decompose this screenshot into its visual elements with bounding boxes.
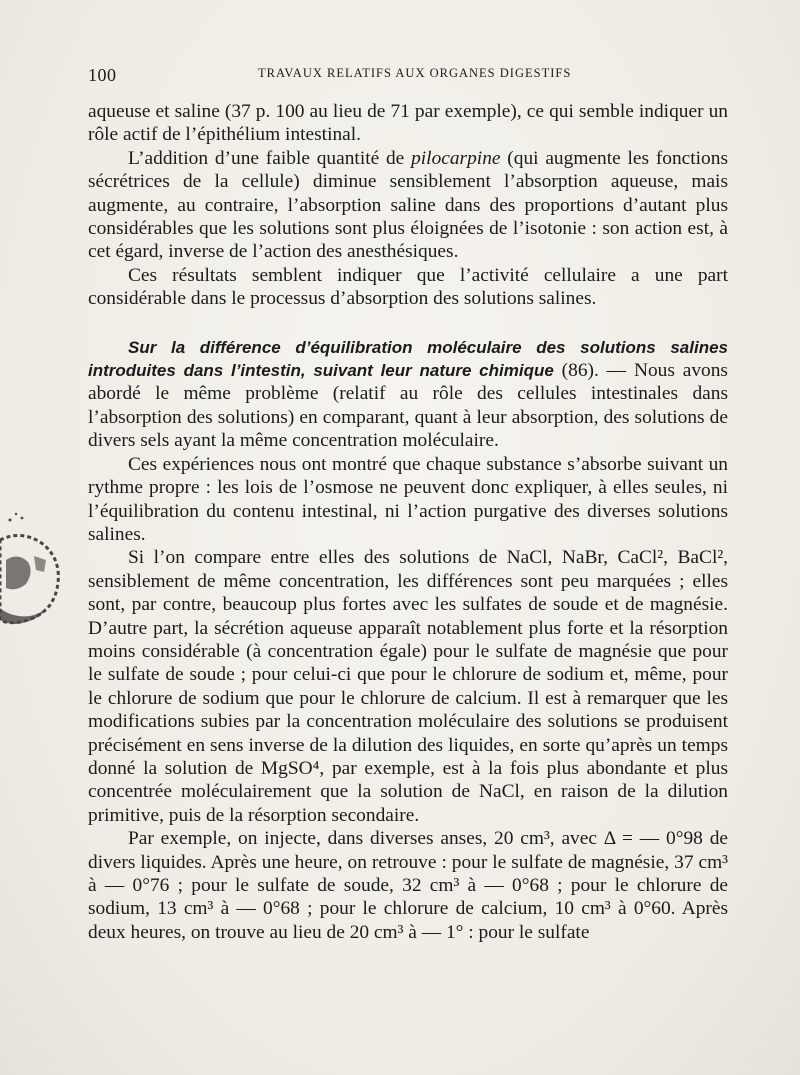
paragraph-3: Ces résultats semblent indiquer que l’activité cellulaire a une part considérable dans le processus d’absorption des solutions salines. (88, 264, 728, 310)
pilocarpine-term: pilocarpine (411, 147, 501, 169)
section-text: Nous avons abordé le même problème (relatif au rôle des cellules intestinales dans l’absorption des solutions) en comparant, quant à leur absorption, des solutions de divers sels ayant la même concentration moléculaire. (88, 360, 728, 452)
page-number: 100 (88, 65, 117, 85)
p2-text-a: L’addition d’une faible quantité de (128, 147, 412, 169)
paragraph-1: aqueuse et saline (37 p. 100 au lieu de 71 par exemple), ce qui semble indiquer un rôle actif de l’épithélium intestinal. (88, 101, 728, 146)
section-reference: (86). — (553, 360, 634, 382)
page-body (88, 100, 728, 944)
p2-text-b: (qui augmente les fonctions sécrétrices de la cellule) diminue sensiblement l’absorption aqueuse, mais augmente, au contraire, l’absorption saline dans des proportions d’autant plus considérables que les solutions sont plus éloignées de l’isotonie : son action est, à cet égard, inverse de l’action des anesthésiques. (88, 147, 728, 263)
section-paragraph (88, 336, 728, 453)
paragraph-2 (88, 147, 728, 264)
paragraph-6: Si l’on compare entre elles des solutions de NaCl, NaBr, CaCl², BaCl², sensiblement de même concentration, les différences sont peu marquées ; elles sont, par contre, beaucoup plus fortes avec les sulfates de soude et de magnésie. D’autre part, la sécrétion aqueuse apparaît notablement plus forte et la résorption moins considérable (à concentration égale) pour le sulfate de magnésie que pour le sulfate de soude ; pour celui-ci que pour le chlorure de sodium et, même, pour le chlorure de sodium que pour le chlorure de calcium. Il est à remarquer que les modifications subies par la concentration moléculaire des solutions se produisent précisément en sens inverse de la dilution des liquides, en sorte qu’après un temps donné la solution de MgSO⁴, par exemple, est à la fois plus abondante et plus concentrée moléculairement que la solution de NaCl, en raison de la dilution primitive, puis de la résorption secondaire. (88, 547, 728, 826)
running-title: TRAVAUX RELATIFS AUX ORGANES DIGESTIFS (258, 66, 572, 80)
paragraph-5: Ces expériences nous ont montré que chaque substance s’absorbe suivant un rythme propre : les lois de l’osmose ne peuvent donc expliquer, à elles seules, ni l’équilibration du contenu intestinal, ni l’action purgative des diverses solutions salines. (88, 453, 728, 545)
page-header (88, 66, 728, 86)
library-stamp-mark (0, 500, 72, 630)
paragraph-7: Par exemple, on injecte, dans diverses anses, 20 cm³, avec Δ = — 0°98 de divers liquides. Après une heure, on retrouve : pour le sulfate de magnésie, 37 cm³ à — 0°76 ; pour le sulfate de soude, 32 cm³ à — 0°68 ; pour le chlorure de sodium, 13 cm³ à — 0°68 ; pour le chlorure de calcium, 10 cm³ à 0°60. Après deux heures, on trouve au lieu de 20 cm³ à — 1° : pour le sulfate (88, 828, 728, 943)
section-title: Sur la différence d’équilibration moléculaire des solutions salines introduites dans l’intestin, suivant leur nature chimique (88, 337, 728, 381)
section-gap (88, 311, 728, 336)
